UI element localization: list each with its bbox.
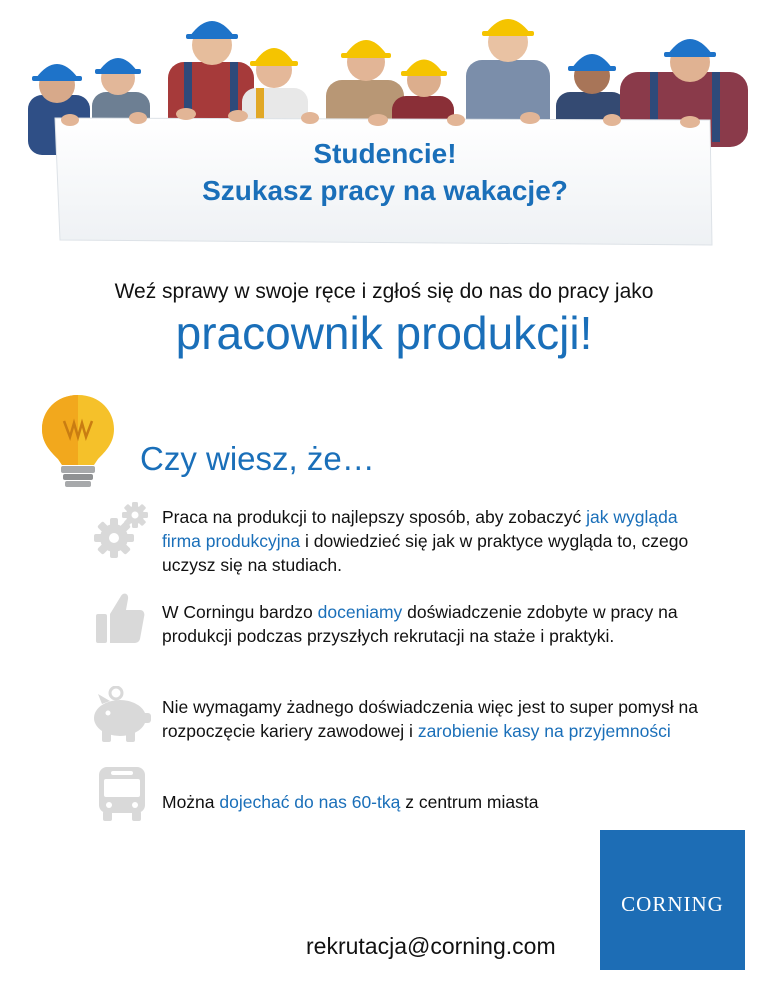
corning-logo (600, 830, 745, 970)
gears-icon (90, 500, 152, 567)
corning-logo-text: CORNING (621, 891, 724, 916)
fact-4-part-3: z centrum miasta (400, 792, 539, 812)
fact-3-part-1: Nie wymagamy żadnego doświadczenia więc jest to super pomysł na rozpoczęcie kariery zawodowej i (162, 697, 698, 741)
fact-2-part-3: doświadczenie zdobyte w pracy na produkcji podczas przyszłych rekrutacji na staże i praktyki. (162, 602, 678, 646)
fact-1-highlight: jak wygląda firma produkcyjna (162, 507, 678, 551)
piggy-bank-icon (88, 686, 152, 749)
contact-email[interactable]: rekrutacja@corning.com (306, 933, 556, 959)
bus-icon (97, 765, 147, 828)
fact-1-part-3: i dowiedzieć się jak w praktyce wygląda to, czego uczysz się na studiach. (162, 531, 689, 575)
fact-1-text (162, 505, 702, 577)
fact-2-highlight: doceniamy (317, 602, 403, 622)
banner-line-1: Studencie! (313, 138, 457, 169)
banner-line-2: Szukasz pracy na wakacje? (202, 175, 568, 206)
light-bulb-icon (40, 393, 116, 498)
intro-text: Weź sprawy w swoje ręce i zgłoś się do nas do pracy jako (114, 280, 654, 303)
fact-3-text (162, 695, 702, 743)
fact-4-text (162, 790, 702, 814)
fact-3-highlight: zarobienie kasy na przyjemności (417, 721, 671, 741)
fact-4-part-1: Można (162, 792, 220, 812)
hero-banner-image (0, 0, 768, 250)
fact-4-highlight: dojechać do nas 60-tką (219, 792, 401, 812)
fact-2-text (162, 600, 702, 648)
fact-2-part-1: W Corningu bardzo (162, 602, 318, 622)
headline: pracownik produkcji! (175, 307, 593, 359)
banner-heading (60, 135, 710, 209)
thumbs-up-icon (95, 590, 145, 650)
fact-1-part-1: Praca na produkcji to najlepszy sposób, aby zobaczyć (162, 507, 587, 527)
question-heading: Czy wiesz, że… (140, 440, 375, 477)
